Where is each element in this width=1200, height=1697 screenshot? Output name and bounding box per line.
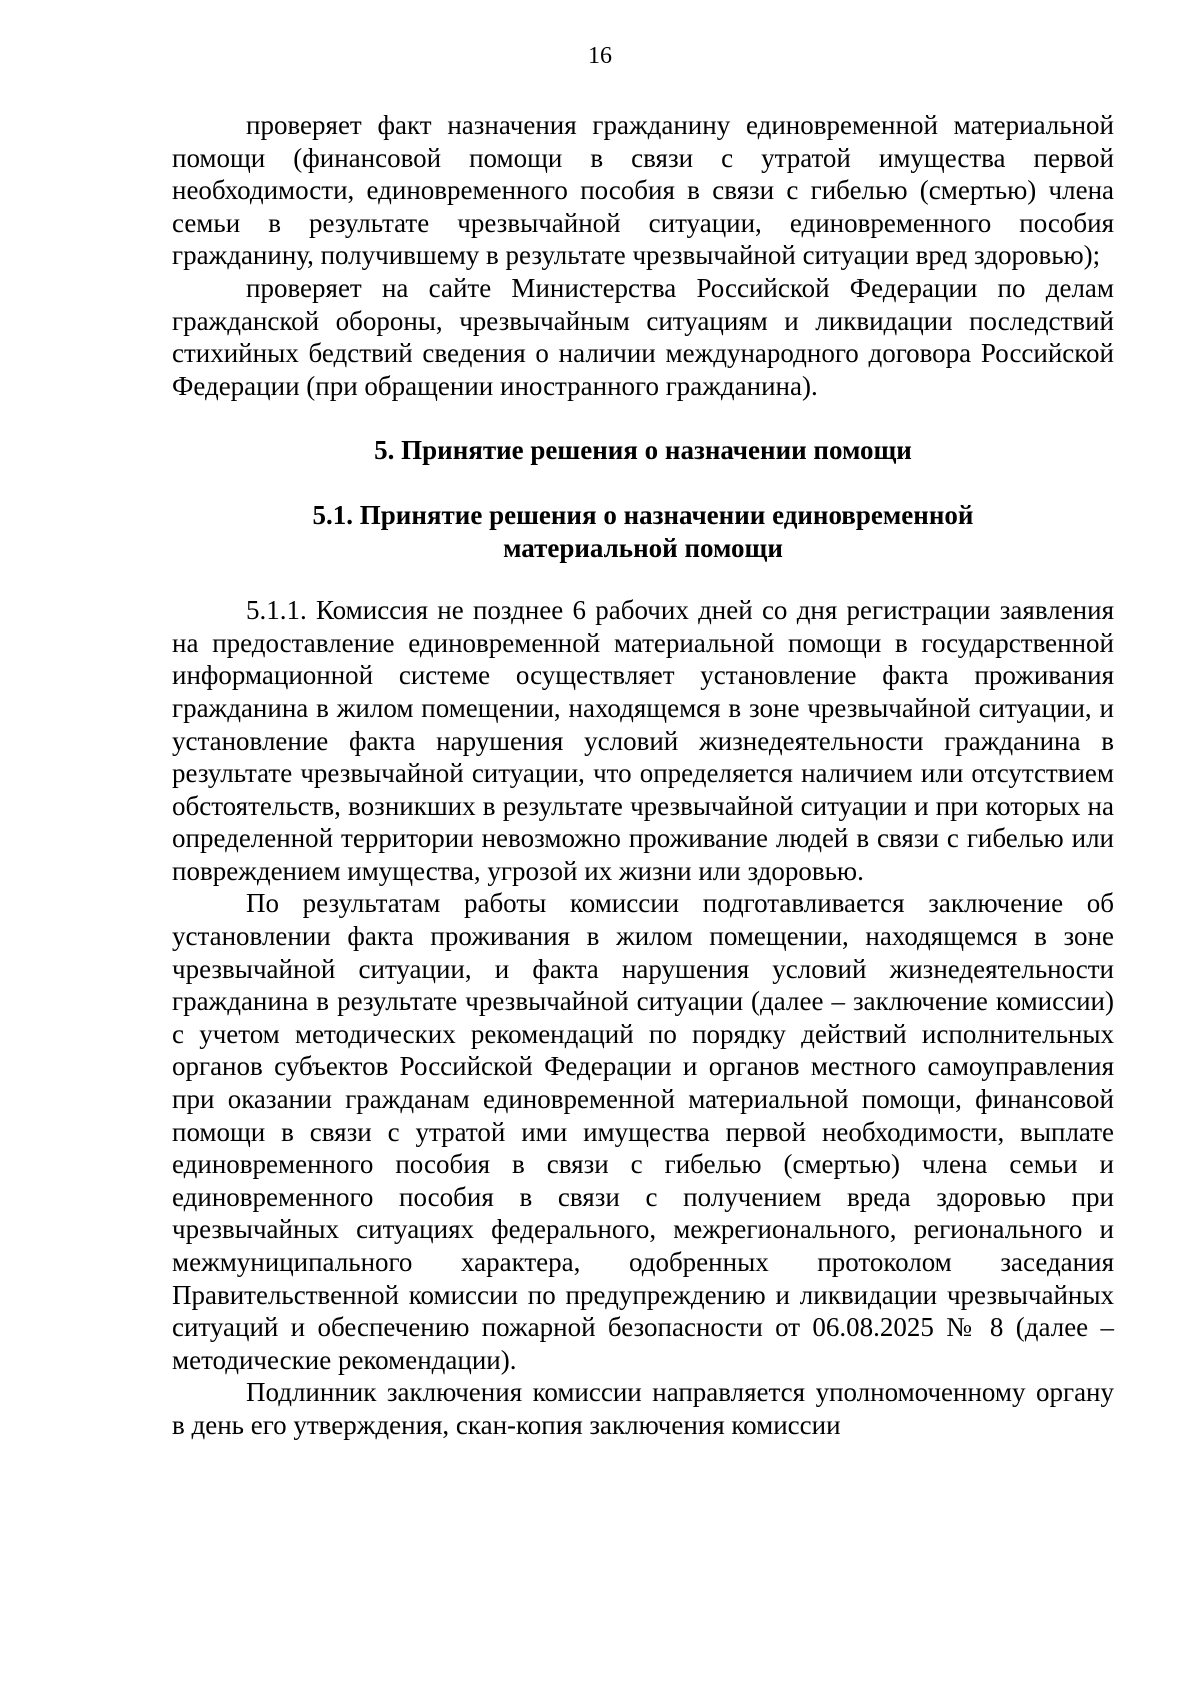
paragraph-check-treaty: проверяет на сайте Министерства Российской Федерации по делам гражданской обороны, чрезвычайным ситуациям и ликвидации последствий стихийных бедствий сведения о наличии международного договора Российской Федерации (при обращении иностранного гражданина). <box>172 272 1114 401</box>
paragraph-check-assistance: проверяет факт назначения гражданину единовременной материальной помощи (финансовой помощи в связи с утратой имущества первой необходимости, единовременного пособия в связи с гибелью (смертью) члена семьи в результате чрезвычайной ситуации, единовременного пособия гражданину, получившему в результате чрезвычайной ситуации вред здоровью); <box>172 110 1114 271</box>
paragraph-original-conclusion: Подлинник заключения комиссии направляется уполномоченному органу в день его утверждения, скан-копия заключения комиссии <box>172 1377 1114 1440</box>
page-number: 16 <box>588 43 612 69</box>
subsection-heading: 5.1. Принятие решения о назначении единовременной материальной помощи <box>312 499 974 563</box>
paragraph-commission-conclusion: По результатам работы комиссии подготавливается заключение об установлении факта проживания в жилом помещении, находящемся в зоне чрезвычайной ситуации, и факта нарушения условий жизнедеятельности гражданина в результате чрезвычайной ситуации (далее – заключение комиссии) с учетом методических рекомендаций по порядку действий исполнительных органов субъектов Российской Федерации и органов местного самоуправления при оказании гражданам единовременной материальной помощи, финансовой помощи в связи с утратой ими имущества первой необходимости, выплате единовременного пособия в связи с гибелью (смертью) члена семьи и единовременного пособия в связи с получением вреда здоровью при чрезвычайных ситуациях федерального, межрегионального, регионального и межмуниципального характера, одобренных протоколом заседания Правительственной комиссии по предупреждению и ликвидации чрезвычайных ситуаций и обеспечению пожарной безопасности от 06.08.2025 № 8 (далее – методические рекомендации). <box>172 888 1114 1375</box>
document-body <box>172 109 1114 1442</box>
section-heading: 5. Принятие решения о назначении помощи <box>374 435 912 466</box>
paragraph-commission-term: 5.1.1. Комиссия не позднее 6 рабочих дней со дня регистрации заявления на предоставление единовременной материальной помощи в государственной информационной системе осуществляет установление факта проживания гражданина в жилом помещении, находящемся в зоне чрезвычайной ситуации, и установление факта нарушения условий жизнедеятельности гражданина в результате чрезвычайной ситуации, что определяется наличием или отсутствием обстоятельств, возникших в результате чрезвычайной ситуации и при которых на определенной территории невозможно проживание людей в связи с гибелью или повреждением имущества, угрозой их жизни или здоровью. <box>172 595 1114 886</box>
